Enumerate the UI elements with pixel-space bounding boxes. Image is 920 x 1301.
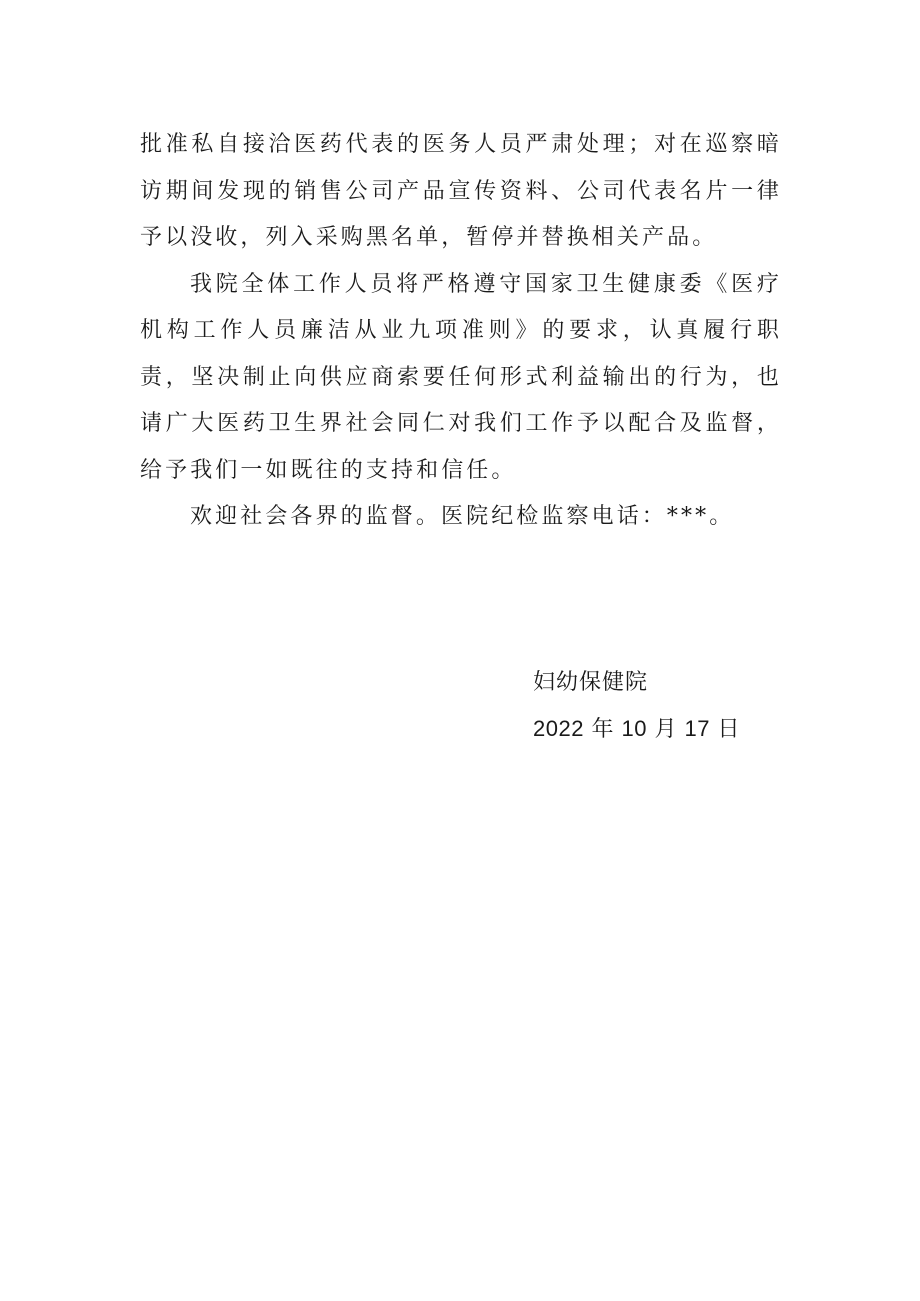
date-day-unit: 日 bbox=[717, 717, 740, 742]
paragraph-supervision-hotline: 欢迎社会各界的监督。医院纪检监察电话：***。 bbox=[190, 504, 735, 529]
date-year-unit: 年 bbox=[591, 717, 614, 742]
signature-date bbox=[533, 706, 793, 753]
date-month: 10 bbox=[621, 716, 647, 741]
date-month-unit: 月 bbox=[654, 717, 677, 742]
document-body bbox=[140, 122, 782, 541]
signature-organization: 妇幼保健院 bbox=[533, 670, 649, 695]
paragraph-continuation: 批准私自接洽医药代表的医务人员严肃处理；对在巡察暗访期间发现的销售公司产品宣传资料、公司代表名片一律予以没收，列入采购黑名单，暂停并替换相关产品。 bbox=[140, 132, 782, 250]
date-year: 2022 bbox=[533, 716, 584, 741]
date-day: 17 bbox=[684, 716, 710, 741]
signature-block bbox=[533, 660, 793, 753]
paragraph-commitment: 我院全体工作人员将严格遵守国家卫生健康委《医疗机构工作人员廉洁从业九项准则》的要求，认真履行职责，坚决制止向供应商索要任何形式利益输出的行为，也请广大医药卫生界社会同仁对我们工作予以配合及监督，给予我们一如既往的支持和信任。 bbox=[140, 271, 782, 483]
